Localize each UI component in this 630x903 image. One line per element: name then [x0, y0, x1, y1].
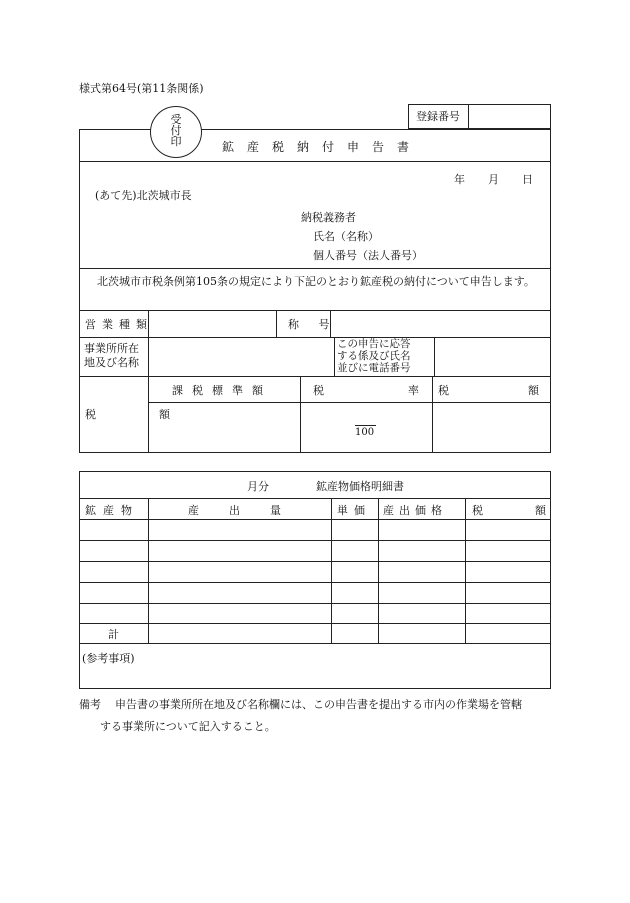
tax-rate-denominator: 100 — [355, 427, 375, 438]
tax-base-field[interactable] — [150, 404, 298, 451]
contact-field[interactable] — [436, 339, 549, 374]
remarks-line-2: する事業所について記入すること。 — [100, 720, 276, 733]
registration-number-field[interactable] — [470, 106, 549, 127]
contact-label-line-3: 並びに電話番号 — [337, 362, 411, 374]
office-label-line-1: 事業所所在 — [84, 342, 139, 355]
receipt-stamp-char-1: 受 — [170, 113, 182, 126]
date-year: 年 — [454, 173, 465, 186]
business-type-label: 営業種類 — [85, 318, 153, 331]
tax-amount-field[interactable] — [434, 404, 549, 451]
tax-section-label: 税 額 — [85, 408, 196, 421]
receipt-stamp-char-3: 印 — [170, 135, 182, 148]
form-title: 鉱産税納付申告書 — [222, 140, 423, 154]
trade-name-field[interactable] — [332, 312, 549, 335]
col-mineral: 鉱産物 — [85, 504, 139, 517]
trade-name-label: 称 号 — [288, 318, 338, 331]
date-day: 日 — [522, 173, 533, 186]
taxpayer-id-label: 個人番号（法人番号） — [313, 249, 423, 262]
tax-amount-header: 税 — [438, 384, 449, 397]
tax-base-header: 課税標準額 — [172, 384, 272, 397]
reference-field[interactable] — [81, 668, 549, 687]
detail-month-label: 月分 — [247, 480, 269, 493]
form-number: 様式第64号(第11条関係) — [79, 82, 204, 95]
taxpayer-heading: 納税義務者 — [301, 211, 356, 224]
receipt-stamp-char-2: 付 — [170, 124, 182, 137]
tax-amount-header-suffix: 額 — [528, 384, 539, 397]
total-label: 計 — [108, 628, 119, 641]
tax-rate-header-suffix: 率 — [408, 384, 419, 397]
remarks-line-1: 申告書の事業所所在地及び名称欄には、この申告書を提出する市内の作業場を管轄 — [115, 698, 522, 711]
office-label-line-2: 地及び名称 — [84, 356, 139, 369]
detail-title: 鉱産物価格明細書 — [316, 480, 404, 493]
reference-label: (参考事項) — [82, 652, 135, 665]
contact-label-line-2: する係及び氏名 — [337, 350, 411, 362]
office-field[interactable] — [150, 339, 332, 374]
col-tax: 税 — [472, 504, 483, 517]
col-unit-price: 単価 — [337, 504, 371, 517]
tax-rate-field[interactable] — [302, 404, 430, 426]
business-type-field[interactable] — [150, 312, 274, 335]
tax-rate-header: 税 — [313, 384, 324, 397]
col-output: 産出量 — [188, 504, 311, 517]
tax-rate-fraction-bar — [355, 425, 376, 426]
declaration-text: 北茨城市市税条例第105条の規定により下記のとおり鉱産税の納付について申告します。 — [97, 275, 535, 288]
remarks-label: 備考 — [79, 698, 101, 711]
registration-label: 登録番号 — [416, 110, 460, 123]
contact-label-line-1: この申告に応答 — [337, 338, 411, 350]
date-month: 月 — [488, 173, 499, 186]
taxpayer-name-label: 氏名（名称） — [313, 230, 379, 243]
col-output-price: 産出価格 — [383, 504, 447, 517]
col-tax-suffix: 額 — [535, 504, 546, 517]
addressee: (あて先)北茨城市長 — [95, 189, 192, 202]
